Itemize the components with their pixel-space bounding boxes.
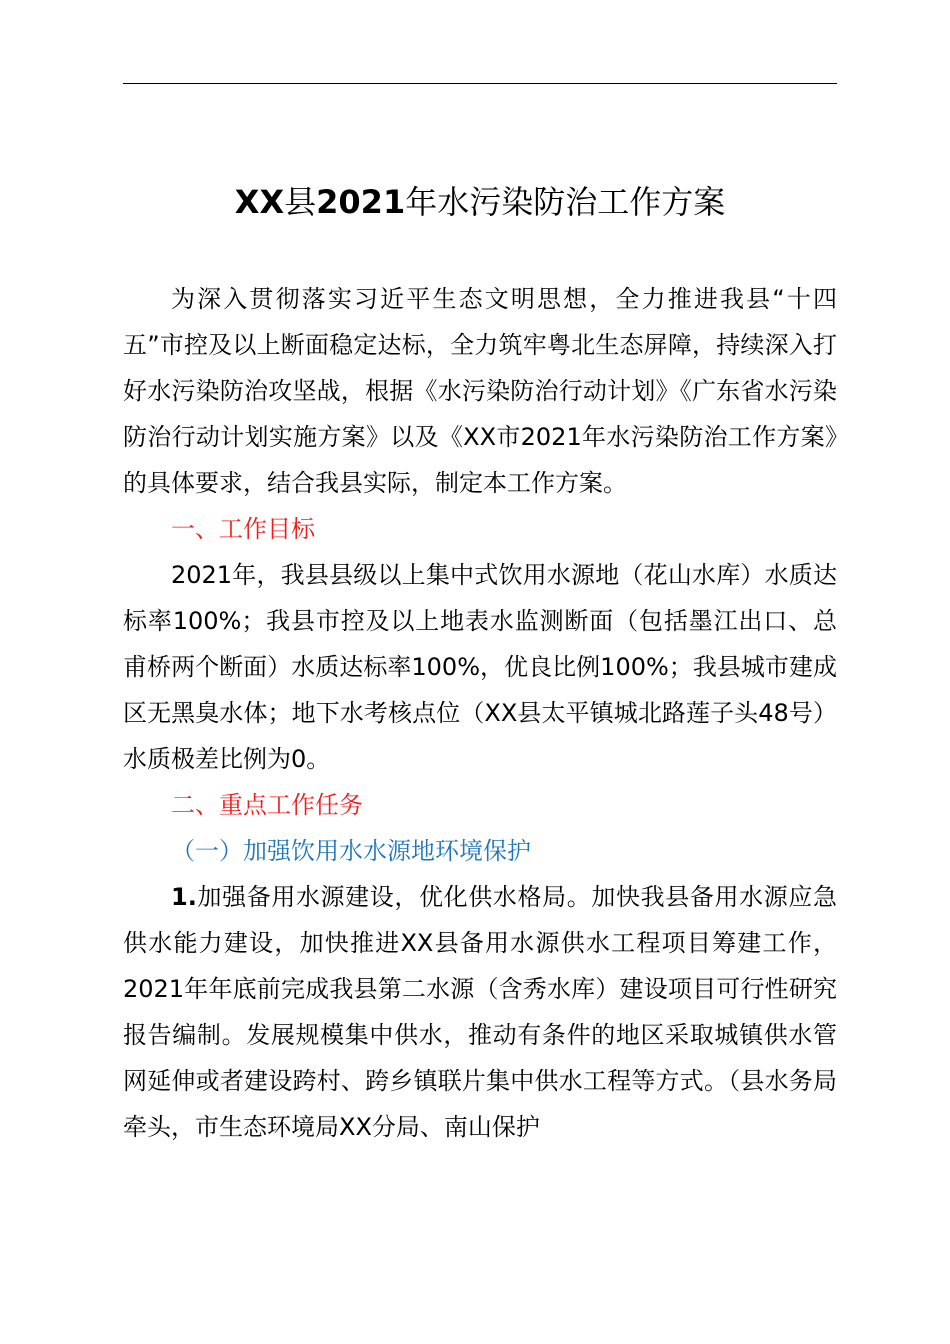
- section-heading-goals: 一、工作目标: [171, 515, 315, 543]
- title-county: 县: [284, 183, 317, 221]
- intro-paragraph: 为深入贯彻落实习近平生态文明思想，全力推进我县“十四五”市控及以上断面稳定达标，全力筑牢粤北生态屏障，持续深入打好水污染防治攻坚战，根据《水污染防治行动计划》《广东省水污染防治行动计划实施方案》以及《XX市2021年水污染防治工作方案》的具体要求，结合我县实际，制定本工作方案。: [123, 285, 837, 497]
- document-body: [123, 276, 837, 1150]
- goals-paragraph: 2021年，我县县级以上集中式饮用水源地（花山水库）水质达标率100%；我县市控及以上地表水监测断面（包括墨江出口、总甫桥两个断面）水质达标率100%，优良比例100%；我县城市建成区无黑臭水体；地下水考核点位（XX县太平镇城北路莲子头48号）水质极差比例为0。: [123, 561, 837, 773]
- item-1-number: 1.: [171, 883, 197, 911]
- document-title: [123, 178, 837, 226]
- item-1-text: 加强备用水源建设，优化供水格局。加快我县备用水源应急供水能力建设，加快推进XX县备用水源供水工程项目筹建工作，2021年年底前完成我县第二水源（含秀水库）建设项目可行性研究报告编制。发展规模集中供水，推动有条件的地区采取城镇供水管网延伸或者建设跨村、跨乡镇联片集中供水工程等方式。（县水务局牵头，市生态环境局XX分局、南山保护: [123, 883, 837, 1141]
- title-prefix: XX: [234, 183, 285, 221]
- item-1-paragraph: [123, 874, 837, 1150]
- section-heading-tasks: 二、重点工作任务: [171, 791, 363, 819]
- subsection-heading-water-source: （一）加强饮用水水源地环境保护: [171, 837, 531, 865]
- header-rule: [123, 83, 837, 84]
- title-main: 年水污染防治工作方案: [405, 183, 726, 221]
- title-year: 2021: [316, 183, 406, 221]
